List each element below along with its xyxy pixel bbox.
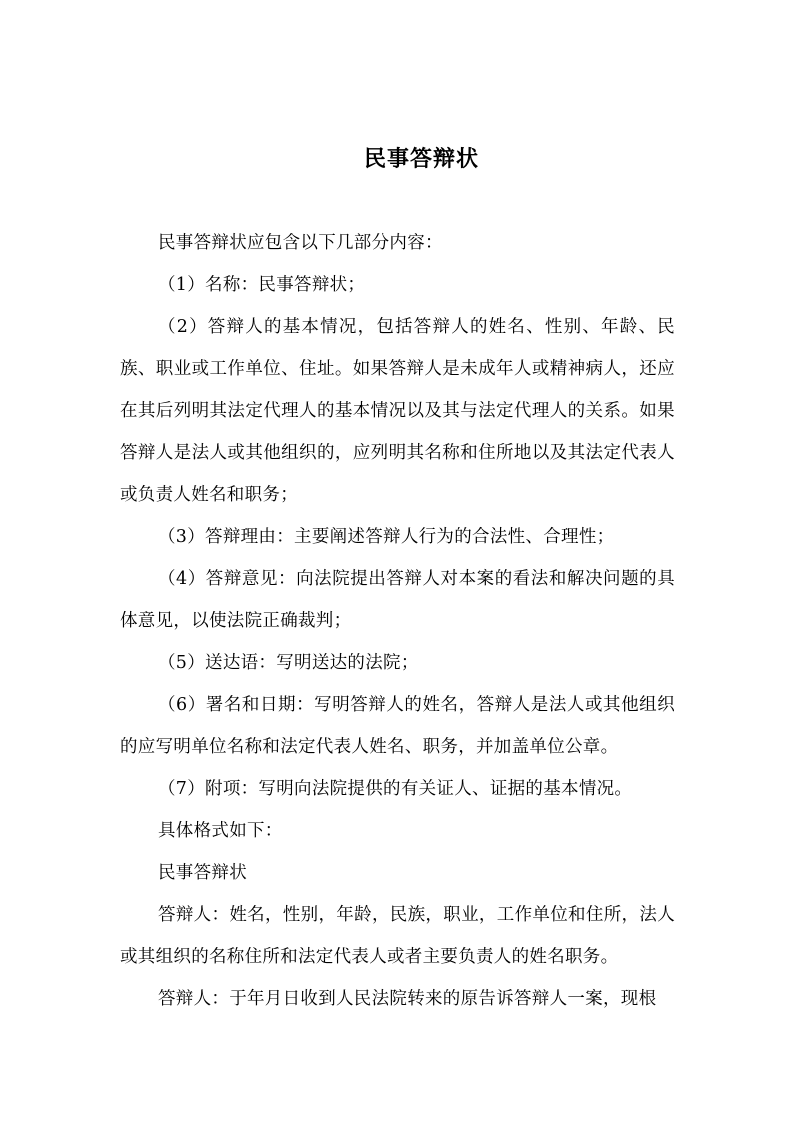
document-body	[120, 222, 675, 1020]
paragraph-item-1: （1）名称：民事答辩状；	[158, 275, 366, 295]
paragraph-item-7: （7）附项：写明向法院提供的有关证人、证据的基本情况。	[158, 779, 633, 799]
paragraph-item-4: （4）答辩意见：向法院提出答辩人对本案的看法和解决问题的具体意见，以使法院正确裁判；	[120, 569, 675, 631]
paragraph-item-2: （2）答辩人的基本情况，包括答辩人的姓名、性别、年龄、民族、职业或工作单位、住址。如果答辩人是未成年人或精神病人，还应在其后列明其法定代理人的基本情况以及其与法定代理人的关系。如果答辩人是法人或其他组织的，应列明其名称和住所地以及其法定代表人或负责人姓名和职务；	[120, 317, 675, 505]
paragraph-item-3: （3）答辩理由：主要阐述答辩人行为的合法性、合理性；	[158, 527, 615, 547]
paragraph-respondent-statement: 答辩人：于年月日收到人民法院转来的原告诉答辩人一案，现根	[158, 989, 657, 1009]
document-title: 民事答辩状	[363, 146, 479, 172]
paragraph-respondent-info: 答辩人：姓名，性别，年龄，民族，职业，工作单位和住所，法人或其组织的名称住所和法定代表人或者主要负责人的姓名职务。	[120, 905, 675, 967]
paragraph-item-6: （6）署名和日期：写明答辩人的姓名，答辩人是法人或其他组织的应写明单位名称和法定代表人姓名、职务，并加盖单位公章。	[120, 695, 675, 757]
paragraph-intro: 民事答辩状应包含以下几部分内容：	[158, 233, 443, 253]
paragraph-format-intro: 具体格式如下：	[158, 821, 283, 841]
paragraph-format-title: 民事答辩状	[158, 863, 247, 883]
paragraph-item-5: （5）送达语：写明送达的法院；	[158, 653, 419, 673]
